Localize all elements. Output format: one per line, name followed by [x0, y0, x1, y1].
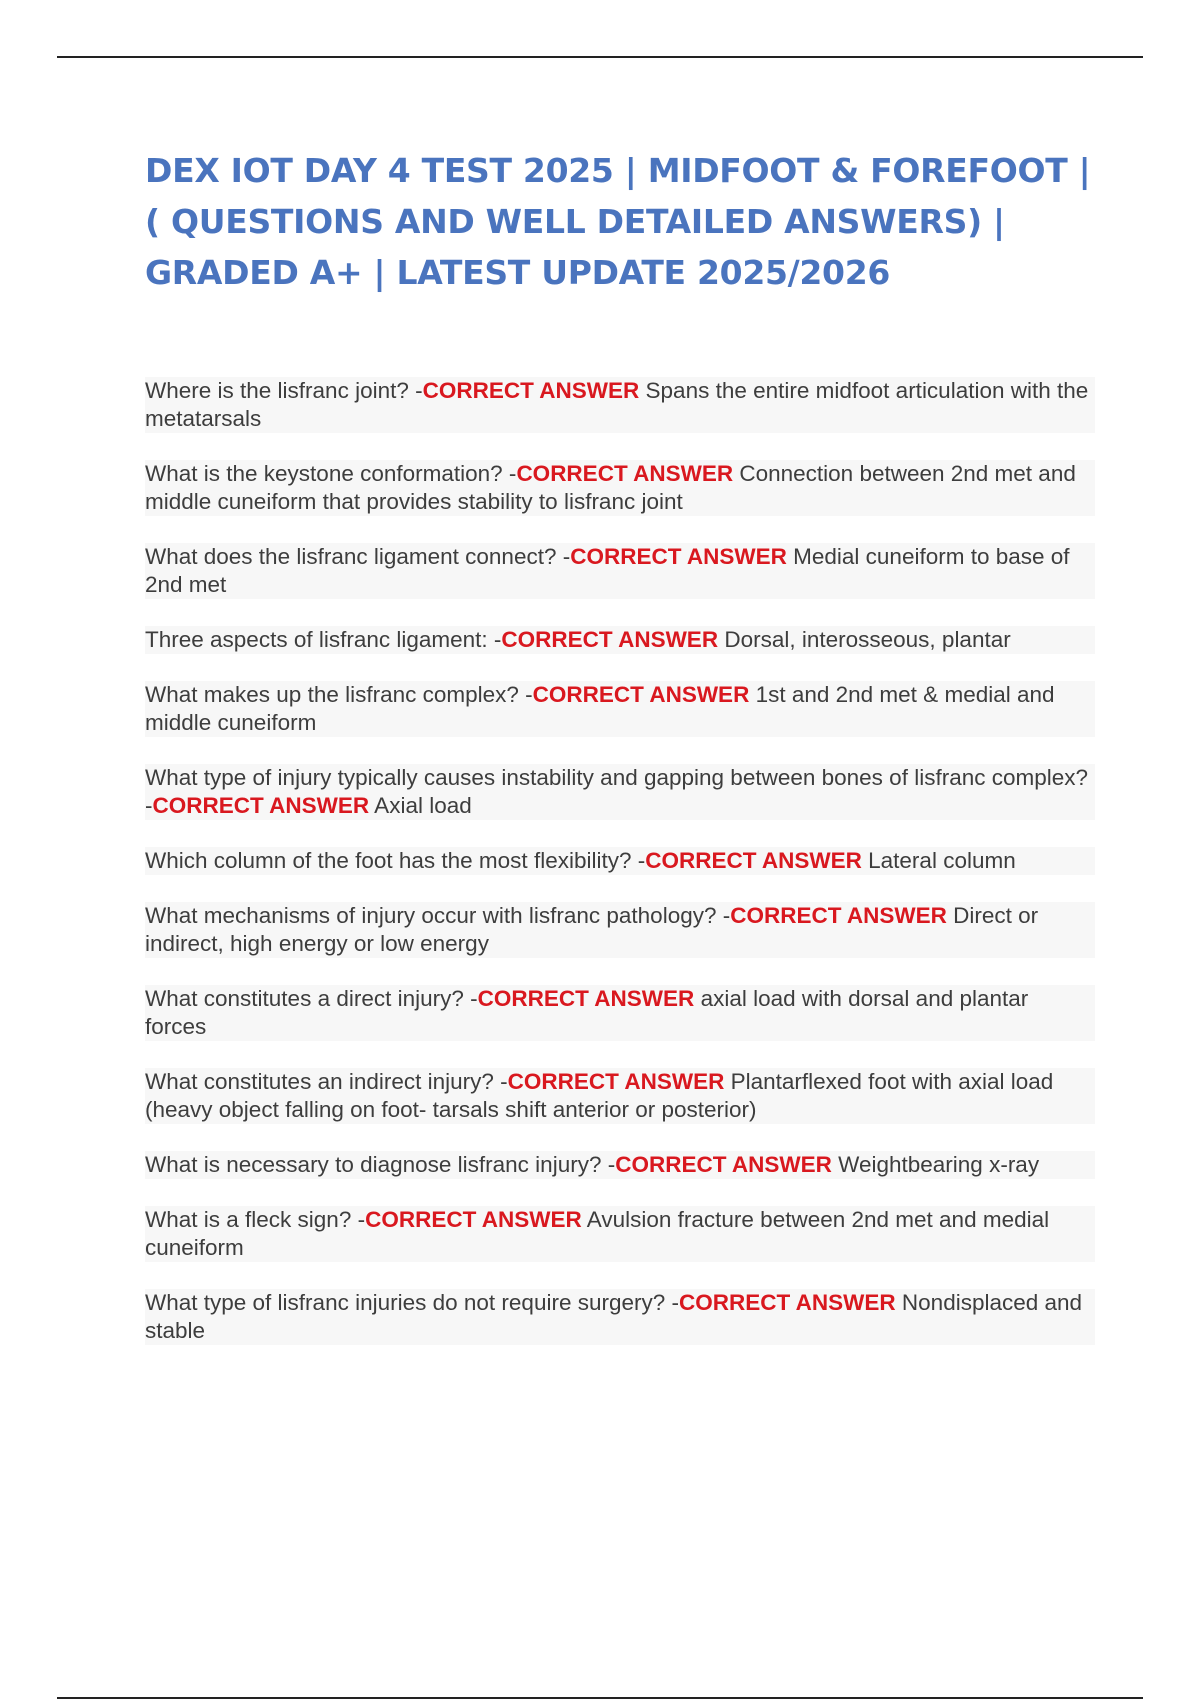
- answer-text: Direct or indirect, high energy or low energy: [145, 903, 1039, 956]
- answer-text: Avulsion fracture between 2nd met and medial cuneiform: [145, 1207, 1050, 1260]
- bottom-rule: [57, 1697, 1143, 1699]
- question-text: What is a fleck sign? -: [145, 1207, 366, 1232]
- question-text: What type of lisfranc injuries do not require surgery? -: [145, 1290, 679, 1315]
- qa-item: [145, 847, 1095, 875]
- question-text: Which column of the foot has the most flexibility? -: [145, 848, 646, 873]
- qa-item: [145, 1206, 1095, 1262]
- top-rule: [57, 56, 1143, 58]
- document-title: DEX IOT DAY 4 TEST 2025 | MIDFOOT & FOREFOOT | ( QUESTIONS AND WELL DETAILED ANSWERS) | GRADED A+ | LATEST UPDATE 2025/2026: [145, 151, 1091, 292]
- answer-text: Medial cuneiform to base of 2nd met: [145, 544, 1070, 597]
- qa-item: [145, 1151, 1095, 1179]
- correct-answer-tag: CORRECT ANSWER: [477, 986, 695, 1011]
- correct-answer-tag: CORRECT ANSWER: [152, 793, 370, 818]
- correct-answer-tag: CORRECT ANSWER: [645, 848, 862, 873]
- qa-item: [145, 460, 1095, 516]
- correct-answer-tag: CORRECT ANSWER: [516, 461, 734, 486]
- qa-item: [145, 377, 1095, 433]
- correct-answer-tag: CORRECT ANSWER: [365, 1207, 582, 1232]
- question-text: What mechanisms of injury occur with lisfranc pathology? -: [145, 903, 731, 928]
- qa-item: [145, 764, 1095, 820]
- answer-text: Lateral column: [861, 848, 1016, 873]
- qa-item: [145, 902, 1095, 958]
- question-text: What makes up the lisfranc complex? -: [145, 682, 533, 707]
- correct-answer-tag: CORRECT ANSWER: [679, 1290, 896, 1315]
- answer-text: Plantarflexed foot with axial load (heavy object falling on foot- tarsals shift anterior or posterior): [145, 1069, 1054, 1122]
- answer-text: Nondisplaced and stable: [145, 1290, 1083, 1343]
- correct-answer-tag: CORRECT ANSWER: [422, 378, 640, 403]
- question-text: What constitutes a direct injury? -: [145, 986, 478, 1011]
- answer-text: Weightbearing x-ray: [831, 1152, 1040, 1177]
- question-text: What type of injury typically causes instability and gapping between bones of lisfranc complex? -: [145, 765, 1089, 818]
- question-text: What constitutes an indirect injury? -: [145, 1069, 508, 1094]
- question-text: Three aspects of lisfranc ligament: -: [145, 627, 502, 652]
- correct-answer-tag: CORRECT ANSWER: [730, 903, 947, 928]
- qa-list: [145, 377, 1095, 1372]
- answer-text: Spans the entire midfoot articulation with the metatarsals: [145, 378, 1089, 431]
- question-text: Where is the lisfranc joint? -: [145, 378, 423, 403]
- qa-item: [145, 1068, 1095, 1124]
- answer-text: Connection between 2nd met and middle cuneiform that provides stability to lisfranc joint: [145, 461, 1076, 514]
- answer-text: Axial load: [369, 793, 472, 818]
- correct-answer-tag: CORRECT ANSWER: [615, 1152, 832, 1177]
- correct-answer-tag: CORRECT ANSWER: [507, 1069, 725, 1094]
- answer-text: axial load with dorsal and plantar forces: [145, 986, 1029, 1039]
- qa-item: [145, 681, 1095, 737]
- correct-answer-tag: CORRECT ANSWER: [501, 627, 719, 652]
- qa-item: [145, 1289, 1095, 1345]
- correct-answer-tag: CORRECT ANSWER: [570, 544, 787, 569]
- answer-text: 1st and 2nd met & medial and middle cuneiform: [145, 682, 1055, 735]
- question-text: What is the keystone conformation? -: [145, 461, 517, 486]
- question-text: What does the lisfranc ligament connect? -: [145, 544, 571, 569]
- qa-item: [145, 543, 1095, 599]
- answer-text: Dorsal, interosseous, plantar: [718, 627, 1011, 652]
- correct-answer-tag: CORRECT ANSWER: [532, 682, 750, 707]
- qa-item: [145, 985, 1095, 1041]
- qa-item: [145, 626, 1095, 654]
- question-text: What is necessary to diagnose lisfranc injury? -: [145, 1152, 616, 1177]
